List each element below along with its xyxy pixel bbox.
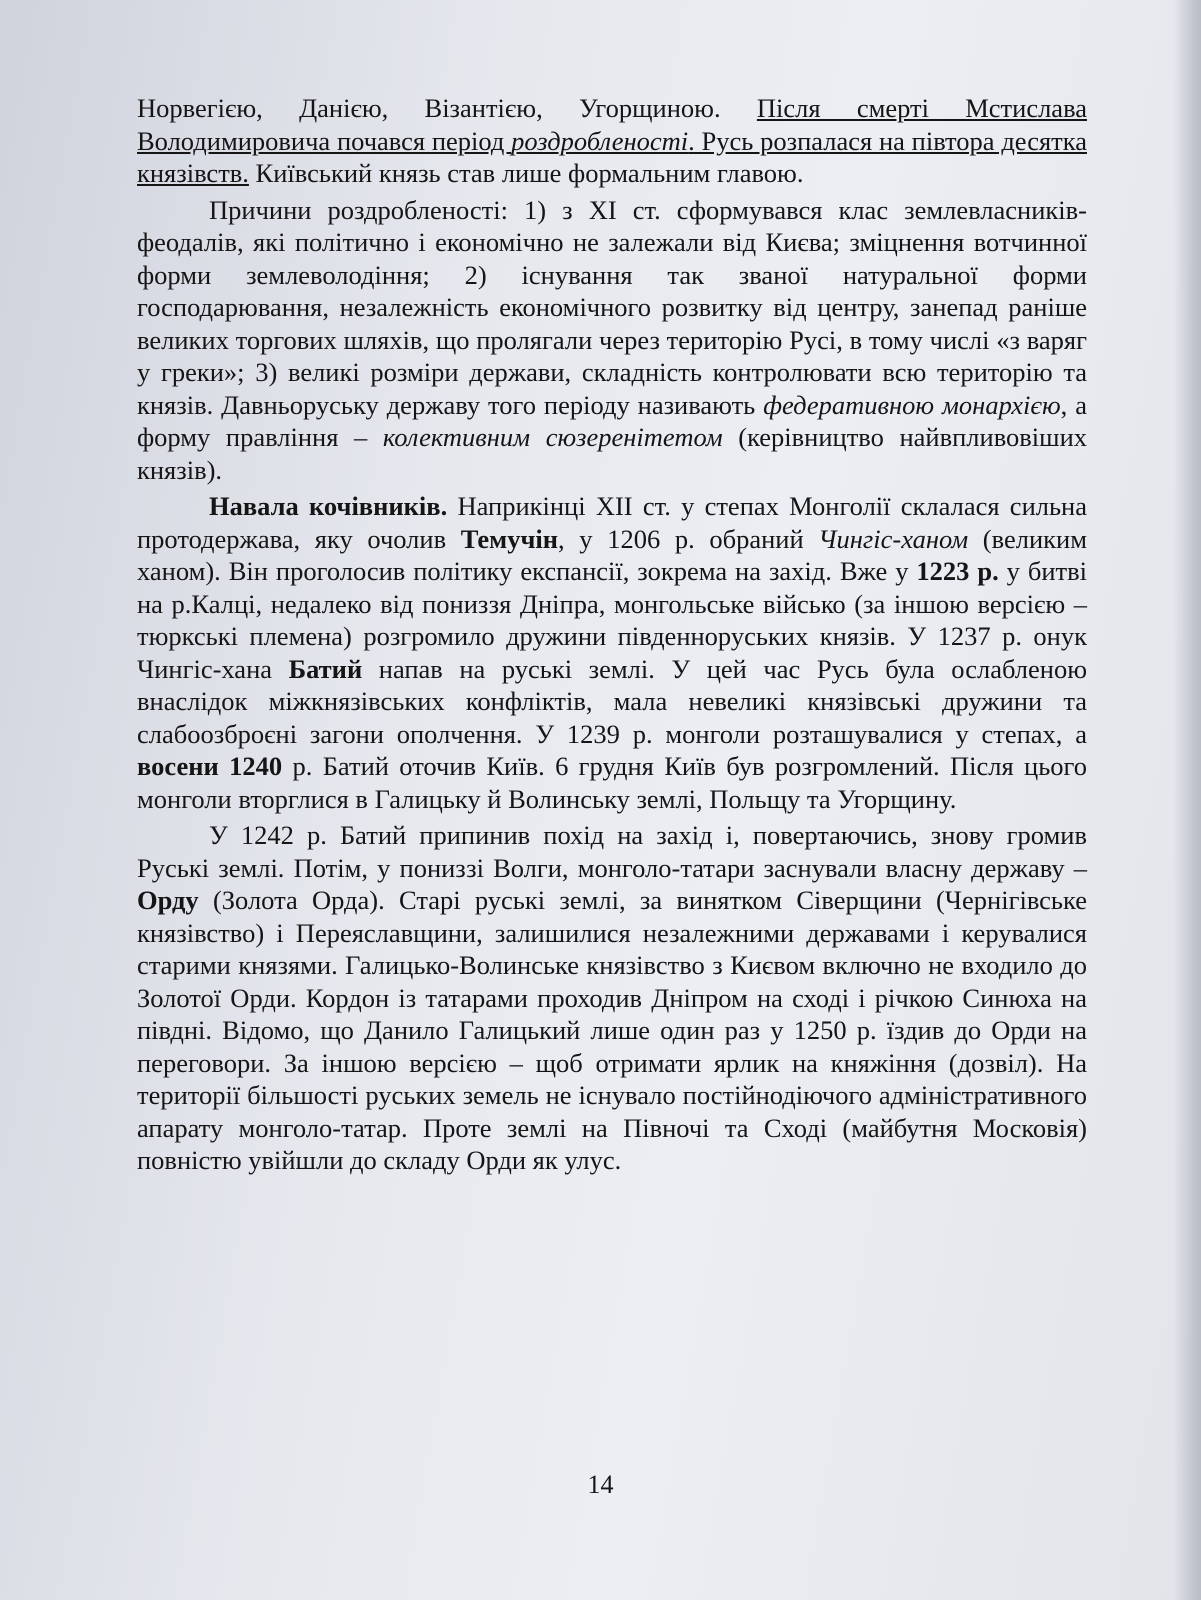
page-number: 14 <box>587 1470 614 1499</box>
paragraph <box>137 92 1087 190</box>
paragraph <box>137 819 1087 1177</box>
text-run: Батий <box>288 653 363 684</box>
text-run: напав на руські землі. У цей час Русь була ослабленою внаслідок міжкнязівських конфліктів, мала невеликі князівські дружини та слабоозброєні загони ополчення. У 1239 р. монголи розташувалися у степах, а <box>137 653 1088 749</box>
text-run: , а форму правління – <box>137 389 1087 452</box>
text-run: Чингіс-ханом <box>818 523 969 554</box>
text-run: (керівництво найвпливовіших князів). <box>137 422 1088 485</box>
paragraph <box>137 490 1087 815</box>
paragraph <box>137 194 1087 487</box>
text-run: . Русь розпалася на півтора десятка князівств. <box>137 125 1087 188</box>
text-run: Після смерті Мстислава Володимировича почався період <box>137 93 1087 156</box>
text-run: федеративною монархією <box>763 389 1061 420</box>
text-run: У 1242 р. Батий припинив похід на захід і, повертаючись, знову громив Руські землі. Потім, у пониззі Волги, монголо-татари заснували власну державу – <box>137 820 1087 883</box>
text-run: роздробленості <box>511 125 689 156</box>
text-run: Київський князь став лише формальним главою. <box>248 158 804 188</box>
text-run: Наприкінці XII ст. у степах Монголії склалася сильна протодержава, яку очолив <box>137 491 1087 554</box>
text-run: (великим ханом). Він проголосив політику експансії, зокрема на захід. Вже у <box>137 523 1087 586</box>
text-run: (Золота Орда). Старі руські землі, за винятком Сіверщини (Чернігівське князівство) і Переяславщини, залишилися незалежними державами і керувалися старими князями. Галицько-Волинське князівство з Києвом включно не входило до Золотої Орди. Кордон із татарами проходив Дніпром на сході і річкою Синюха на півдні. Відомо, що Данило Галицький лише один раз у 1250 р. їздив до Орди на переговори. За іншою версією – щоб отримати ярлик на княжіння (дозвіл). На території більшості руських земель не існувало постійнодіючого адміністративного апарату монголо-татар. Проте землі на Півночі та Сході (майбутня Московія) повністю увійшли до складу Орди як улус. <box>137 885 1087 1175</box>
text-run: Навала кочівників. <box>209 491 448 521</box>
page-edge-shadow <box>1173 0 1201 1600</box>
body-text <box>137 92 1087 1181</box>
text-run: восени 1240 <box>137 751 283 781</box>
text-run: р. Батий оточив Київ. 6 грудня Київ був розгромлений. Після цього монголи вторглися в Галицьку й Волинську землі, Польщу та Угорщину. <box>137 751 1087 814</box>
text-run: , у 1206 р. обраний <box>558 523 819 554</box>
text-run: у битві на р.Калці, недалеко від пониззя Дніпра, монгольське військо (за іншою версією – тюркські племена) розгромило дружини південноруських князів. У 1237 р. онук Чингіс-хана <box>137 556 1087 684</box>
text-run: Причини роздробленості: 1) з XI ст. сформувався клас землевласників-феодалів, які політично і економічно не залежали від Києва; зміцнення вотчинної форми землеволодіння; 2) існування так званої натуральної форми господарювання, незалежність економічного розвитку від центру, занепад раніше великих торгових шляхів, що пролягали через територію Русі, в тому числі «з варяг у греки»; 3) великі розміри держави, складність контролювати всю територію та князів. Давньоруську державу того періоду називають <box>137 194 1087 420</box>
text-run: колективним сюзеренітетом <box>382 422 723 452</box>
text-run: Темучін <box>460 523 559 554</box>
text-run: Норвегією, Данією, Візантією, Угорщиною. <box>137 93 757 123</box>
text-run: Орду <box>137 885 199 915</box>
text-run: 1223 р. <box>916 556 999 586</box>
